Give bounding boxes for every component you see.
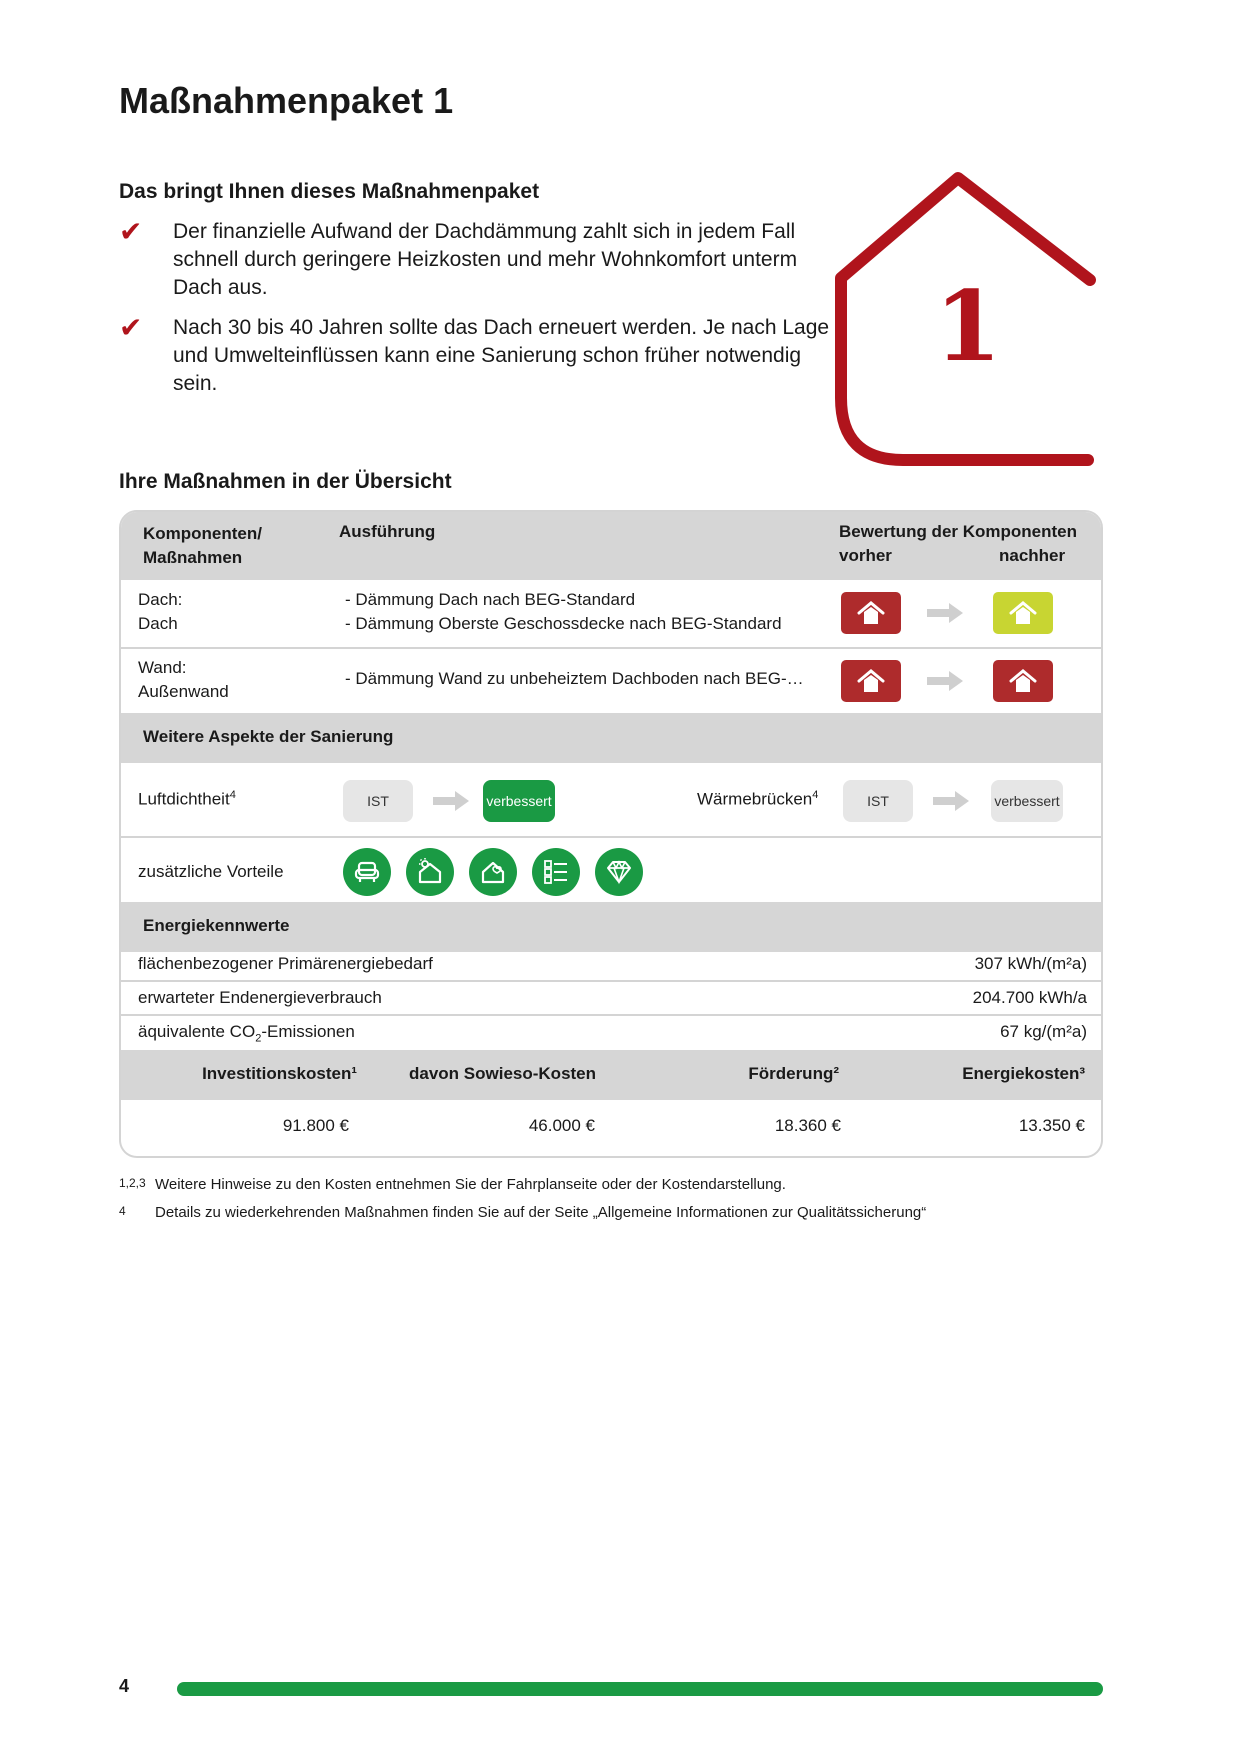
final-energy-label: erwarteter Endenergieverbrauch: [138, 988, 382, 1007]
footer-bar: [177, 1682, 1103, 1696]
measures-list-roof: - Dämmung Dach nach BEG-Standard - Dämmung Oberste Geschossdecke nach BEG-Standard: [345, 590, 782, 633]
package-house-logo: [830, 170, 1115, 480]
checkmark-icon: ✔: [119, 312, 143, 343]
rating-before-wall: [841, 660, 901, 702]
primary-energy-value: 307 kWh/(m²a): [974, 954, 1087, 973]
column-header-components: Komponenten/ Maßnahmen: [143, 524, 262, 567]
sowieso-costs-value: 46.000 €: [528, 1116, 595, 1135]
thermal-bridges-after: verbessert: [991, 780, 1063, 822]
arrow-right-icon: [927, 671, 963, 691]
component-label-roof: Dach: Dach: [138, 590, 183, 633]
footnote-costs: 1,2,3 Weitere Hinweise zu den Kosten entnehmen Sie der Fahrplanseite oder der Kostendarstellung.: [119, 1176, 786, 1193]
row-divider: [121, 1014, 1101, 1016]
checklist-icon: [532, 848, 580, 896]
benefit-item: [119, 218, 839, 302]
energy-costs-value: 13.350 €: [1018, 1116, 1085, 1135]
rating-after-roof: [993, 592, 1053, 634]
rating-after-wall: [993, 660, 1053, 702]
funding-value: 18.360 €: [774, 1116, 841, 1135]
final-energy-value: 204.700 kWh/a: [972, 988, 1087, 1007]
house-icon: [857, 600, 885, 626]
energy-costs-label: Energiekosten³: [962, 1064, 1085, 1083]
package-number: 1: [934, 270, 1002, 383]
benefits-heading: Das bringt Ihnen dieses Maßnahmenpaket: [119, 180, 540, 203]
house-icon: [1009, 668, 1037, 694]
sowieso-costs-label: davon Sowieso-Kosten: [409, 1064, 597, 1083]
house-icon: [857, 668, 885, 694]
rating-before-roof: [841, 592, 901, 634]
house-icon: [1009, 600, 1037, 626]
airtightness-after: verbessert: [483, 780, 555, 822]
investment-costs-label: Investitionskosten¹: [202, 1064, 357, 1083]
co2-emissions-value: 67 kg/(m²a): [1000, 1022, 1087, 1041]
armchair-icon: [343, 848, 391, 896]
column-header-before: vorher: [839, 546, 892, 565]
component-label-wall: Wand: Außenwand: [138, 658, 229, 701]
arrow-right-icon: [433, 791, 469, 811]
arrow-right-icon: [933, 791, 969, 811]
further-aspects-heading: Weitere Aspekte der Sanierung: [143, 727, 394, 746]
house-heart-icon: [469, 848, 517, 896]
page-number: 4: [119, 1676, 130, 1696]
checkmark-icon: ✔: [119, 216, 143, 247]
measures-table: [119, 510, 1103, 1158]
energy-values-heading: Energiekennwerte: [143, 916, 290, 935]
column-header-execution: Ausführung: [339, 522, 436, 541]
additional-benefits-label: zusätzliche Vorteile: [138, 862, 284, 881]
benefit-text: Der finanzielle Aufwand der Dachdämmung zahlt sich in jedem Fall schnell durch geringere Heizkosten und mehr Wohnkomfort unterm Dach aus.: [173, 220, 798, 299]
diamond-icon: [595, 848, 643, 896]
row-divider: [121, 836, 1101, 838]
row-divider: [121, 980, 1101, 982]
benefit-text: Nach 30 bis 40 Jahren sollte das Dach erneuert werden. Je nach Lage und Umwelteinflüssen kann eine Sanierung schon früher notwendig sein.: [173, 316, 830, 395]
investment-costs-value: 91.800 €: [282, 1116, 349, 1135]
column-header-after: nachher: [999, 546, 1066, 565]
co2-emissions-label: äquivalente $CO_2$-Emissionen: [138, 1022, 355, 1045]
thermal-bridges-before: IST: [843, 780, 913, 822]
benefit-item: [119, 314, 839, 398]
thermal-bridges-label: Wärmebrücken$^4$: [697, 789, 819, 809]
arrow-right-icon: [927, 603, 963, 623]
column-header-rating: Bewertung der Komponenten: [839, 522, 1078, 541]
measures-list-wall: - Dämmung Wand zu unbeheiztem Dachboden nach BEG-…: [345, 669, 804, 688]
footnote-quality: 4 Details zu wiederkehrenden Maßnahmen finden Sie auf der Seite „Allgemeine Informationen zur Qualitätssicherung“: [119, 1204, 927, 1221]
airtightness-label: Luftdichtheit$^4$: [138, 789, 236, 809]
overview-heading: Ihre Maßnahmen in der Übersicht: [119, 470, 452, 493]
airtightness-before: IST: [343, 780, 413, 822]
row-divider: [121, 647, 1101, 649]
funding-label: Förderung²: [748, 1064, 839, 1083]
primary-energy-label: flächenbezogener Primärenergiebedarf: [138, 954, 433, 973]
page-title: Maßnahmenpaket 1: [119, 80, 454, 121]
house-sun-icon: [406, 848, 454, 896]
